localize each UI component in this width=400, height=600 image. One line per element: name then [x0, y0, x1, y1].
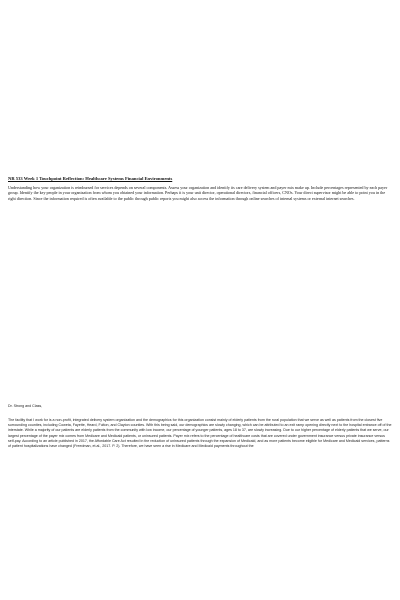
salutation: Dr. Strong and Class,: [8, 404, 43, 408]
response-paragraph: The facility that I work for is a non-profit, integrated delivery system organization and the demographics for this organization consist mainly of elderly patients from the rural population that we serve as well as patients from the closest five surrounding counties, including Coweta, Fayette, Heard, Fulton, and Clayton counties. With this being said, our demographics are slowly changing, which can be attributed to an exit ramp opening directly next to the hospital entrance off of the interstate. While a majority of our patients are elderly patients from the community with low income, our percentage of younger patients, ages 18 to 37, are slowly increasing. Due to our higher percentage of elderly patients that we serve, our largest percentage of the payer mix comes from Medicare and Medicaid patients, or uninsured patients. Payer mix refers to the percentage of healthcare costs that are covered under government insurance versus private insurance versus self-pay. According to an article published in 2017, the Affordable Care Act resulted in the reduction of uninsured patients through the expansion of Medicaid, and as more patients become eligible for Medicare and Medicaid services, patterns of patient hospitalizations have changed (Freedman, et.al., 2017. P. 2). Therefore, we have seen a rise in Medicare and Medicaid payments throughout the: [8, 418, 392, 449]
assignment-title: NR 533 Week 1 Touchpoint Reflection: Healthcare Systems Financial Environments: [8, 176, 173, 181]
assignment-instructions: Understanding how your organization is reimbursed for services depends on several components. Assess your organization and identify its care delivery system and payer mix make up. Include percentages represented by each payer group. Identify the key people in your organization from whom you obtained your information. Perhaps it is your unit director, operational directors, financial officers, CNOs. Your direct supervisor might be able to point you in the right direction. Since the information required is often available to the public through public reports you might also access the information through online searches of internal systems or external internet searches.: [8, 185, 388, 201]
assignment-prompt: [8, 176, 392, 201]
reflection-response: [8, 404, 392, 449]
